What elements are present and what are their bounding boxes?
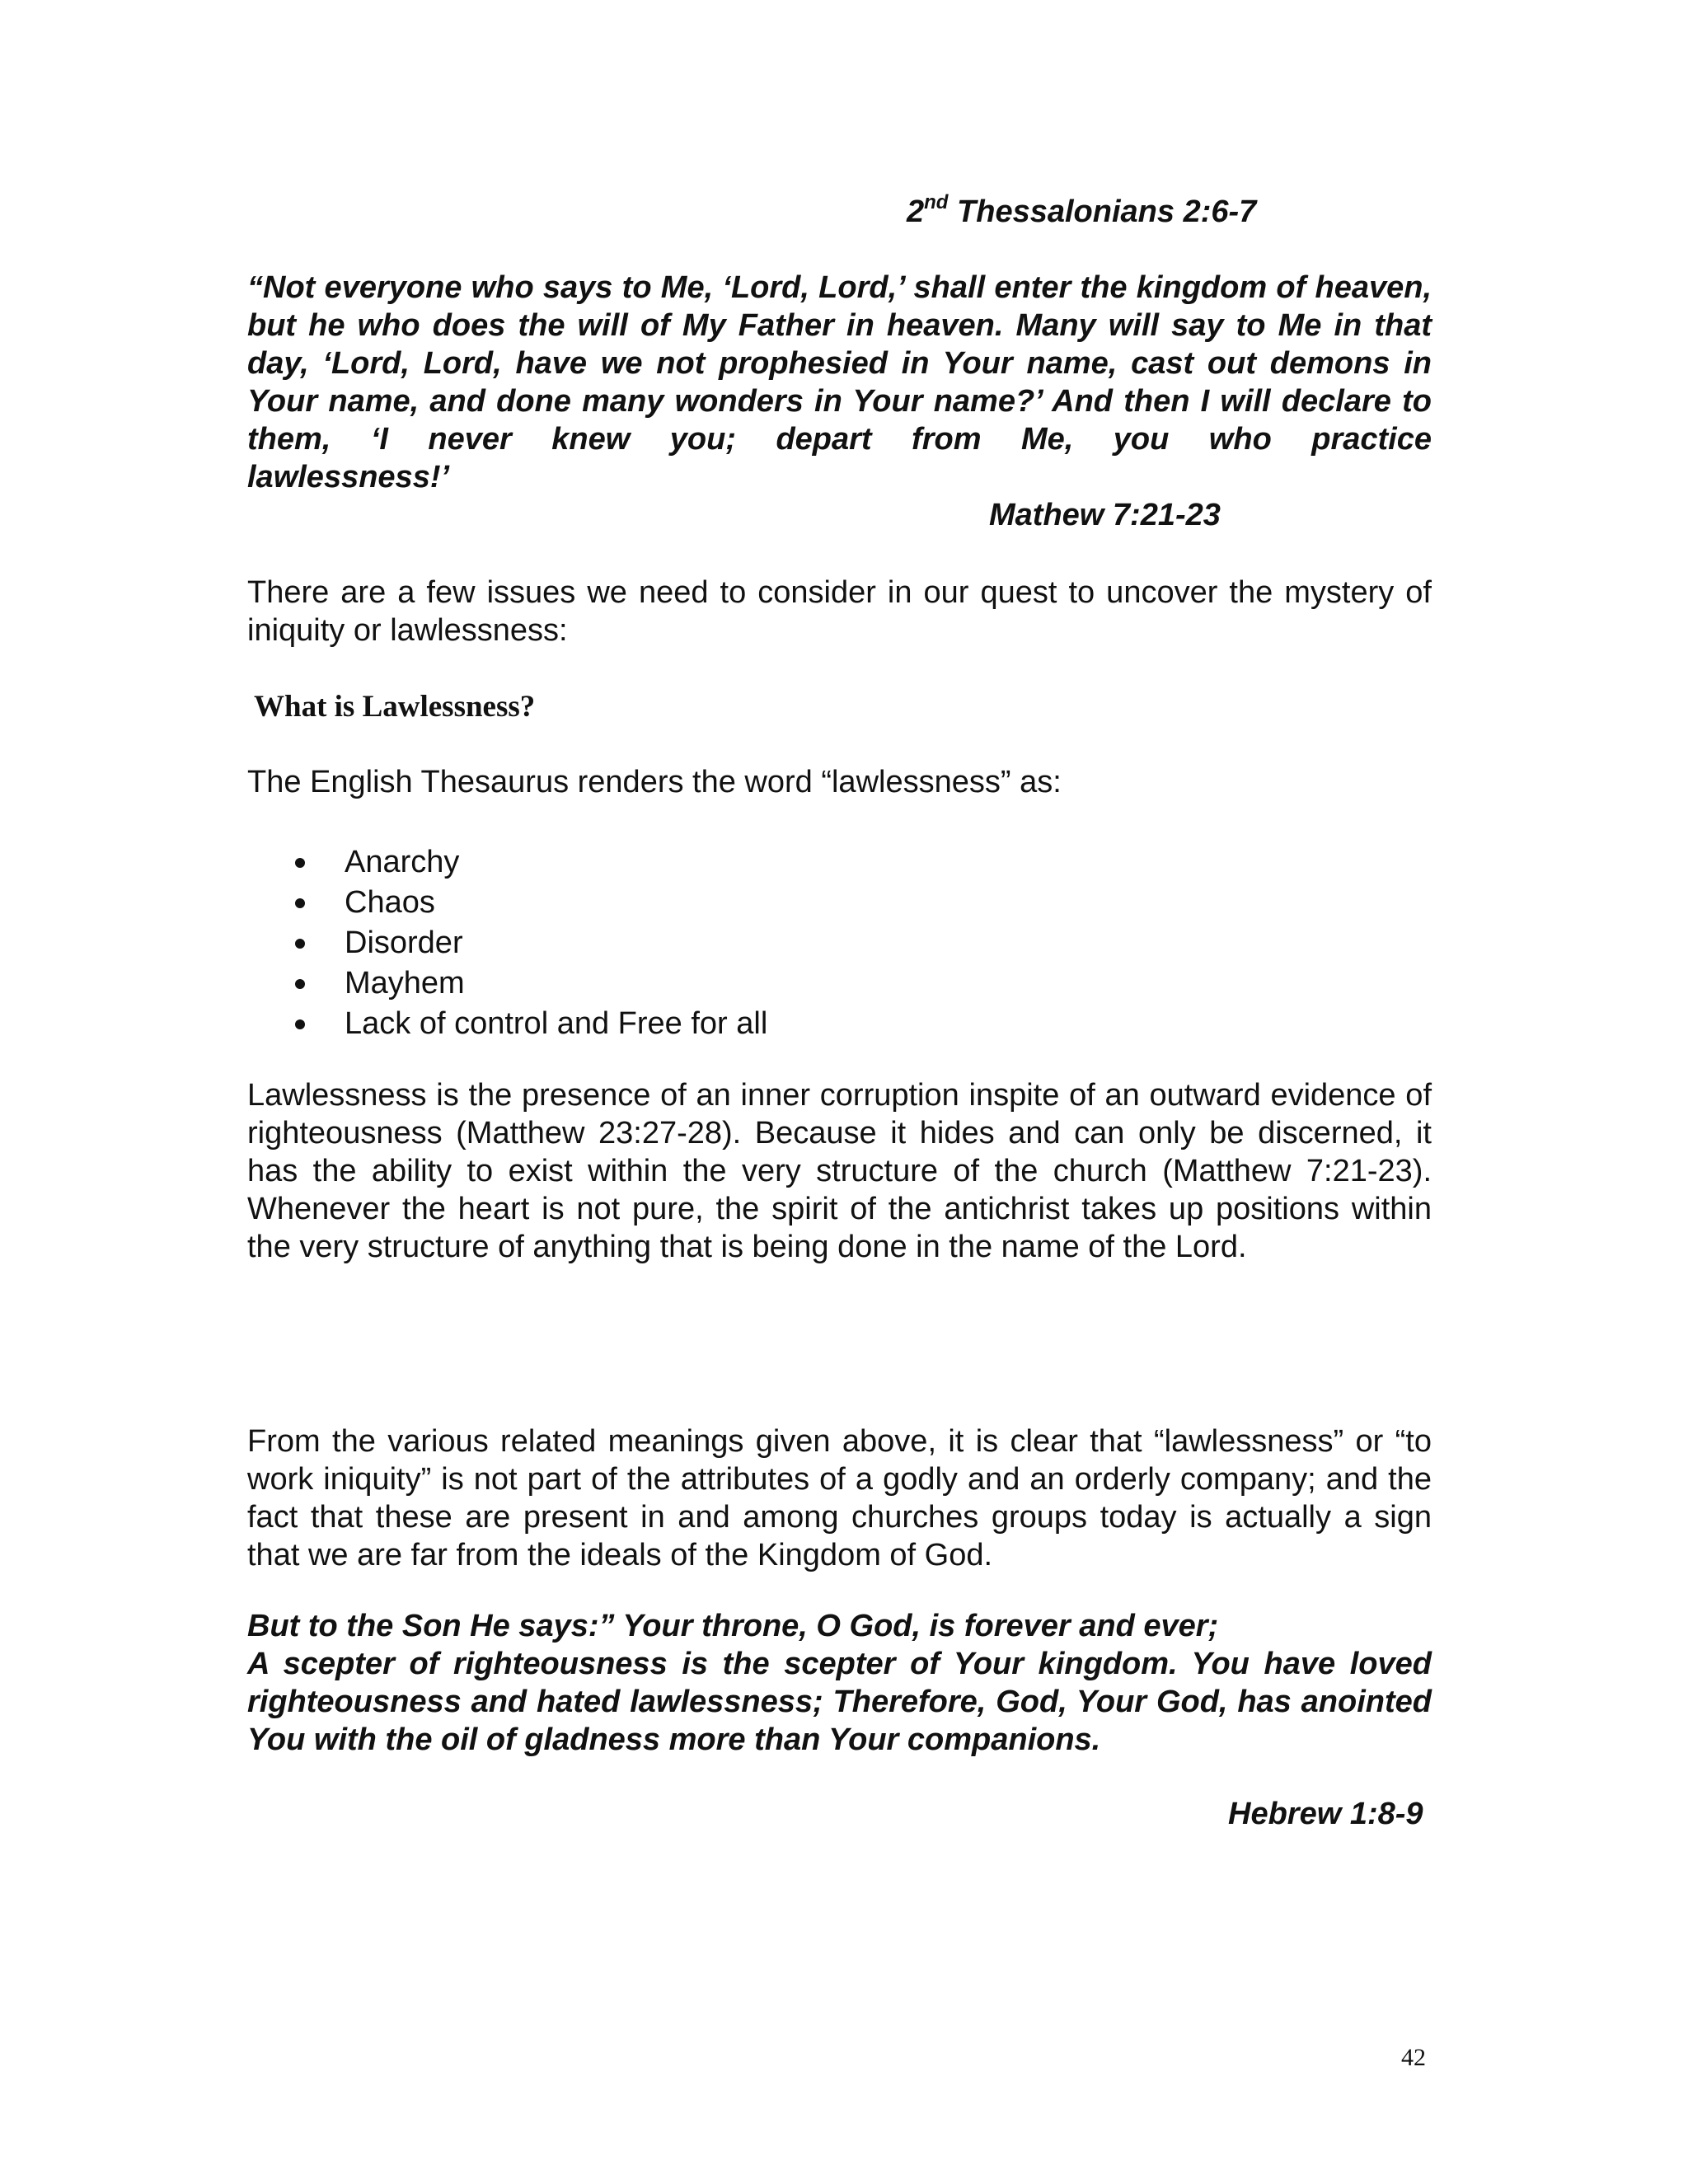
scripture-reference-thessalonians: [907, 191, 1257, 230]
list-item-text: Lack of control and Free for all: [345, 1006, 768, 1041]
bullet-icon: [295, 1019, 305, 1029]
scripture-reference-hebrews: Hebrew 1:8-9: [1228, 1797, 1423, 1831]
list-item: [247, 842, 767, 883]
page-number: 42: [1401, 2044, 1426, 2071]
list-item-text: Chaos: [345, 885, 435, 920]
bullet-icon: [295, 939, 305, 949]
quote-hebrews-first-line: But to the Son He says:” Your throne, O God, is forever and ever;: [247, 1609, 1219, 1643]
thesaurus-intro: The English Thesaurus renders the word “lawlessness” as:: [247, 765, 1062, 799]
meanings-paragraph-block: [247, 1422, 1432, 1574]
intro-paragraph: There are a few issues we need to consider in our quest to uncover the mystery of iniquity or lawlessness:: [247, 575, 1432, 648]
list-item: [247, 1004, 767, 1044]
bullet-icon: [295, 979, 305, 989]
lawlessness-paragraph-block: [247, 1076, 1432, 1266]
quote-matthew: [247, 269, 1432, 496]
bullet-icon: [295, 858, 305, 868]
reference-ordinal: 2: [907, 194, 925, 229]
list-item: [247, 923, 767, 963]
list-item-text: Mayhem: [345, 966, 465, 1001]
scripture-reference-matthew: Mathew 7:21-23: [989, 498, 1221, 532]
list-item-text: Disorder: [345, 926, 463, 960]
list-item-text: Anarchy: [345, 845, 460, 879]
quote-hebrews-body: A scepter of righteousness is the scepter of Your kingdom. You have loved righteousness and hated lawlessness; Therefore, God, Your God, has anointed You with the oil of gladness more than Your companions.: [247, 1647, 1432, 1757]
meanings-paragraph: From the various related meanings given above, it is clear that “lawlessness” or “to work iniquity” is not part of the attributes of a godly and an orderly company; and the fact that these are present in and among churches groups today is actually a sign that we are far from the ideals of the Kingdom of God.: [247, 1424, 1432, 1572]
reference-book: Thessalonians 2:6-7: [957, 194, 1257, 229]
intro-paragraph-block: [247, 574, 1432, 649]
quote-matthew-body: “Not everyone who says to Me, ‘Lord, Lord,’ shall enter the kingdom of heaven, but he who does the will of My Father in heaven. Many will say to Me in that day, ‘Lord, Lord, have we not prophesied in Your name, cast out demons in Your name, and done many wonders in Your name?’ And then I will declare to them, ‘I never knew you; depart from Me, you who practice: [247, 270, 1432, 457]
reference-ordinal-suffix: nd: [924, 191, 949, 213]
lawlessness-paragraph: Lawlessness is the presence of an inner corruption inspite of an outward evidence of righteousness (Matthew 23:27-28). Because it hides and can only be discerned, it has the ability to exist within the very structure of the church (Matthew 7:21-23). Whenever the heart is not pure, the spirit of the antichrist takes up positions within the very structure of anything that is being done in the name of the Lord.: [247, 1078, 1432, 1264]
quote-hebrews: [247, 1607, 1432, 1759]
thesaurus-intro-block: [247, 763, 1432, 801]
quote-matthew-last-line: lawlessness!’: [247, 460, 450, 494]
bullet-icon: [295, 898, 305, 908]
synonym-list: [247, 842, 767, 1044]
section-heading: What is Lawlessness?: [254, 690, 536, 724]
list-item: [247, 883, 767, 923]
list-item: [247, 963, 767, 1004]
